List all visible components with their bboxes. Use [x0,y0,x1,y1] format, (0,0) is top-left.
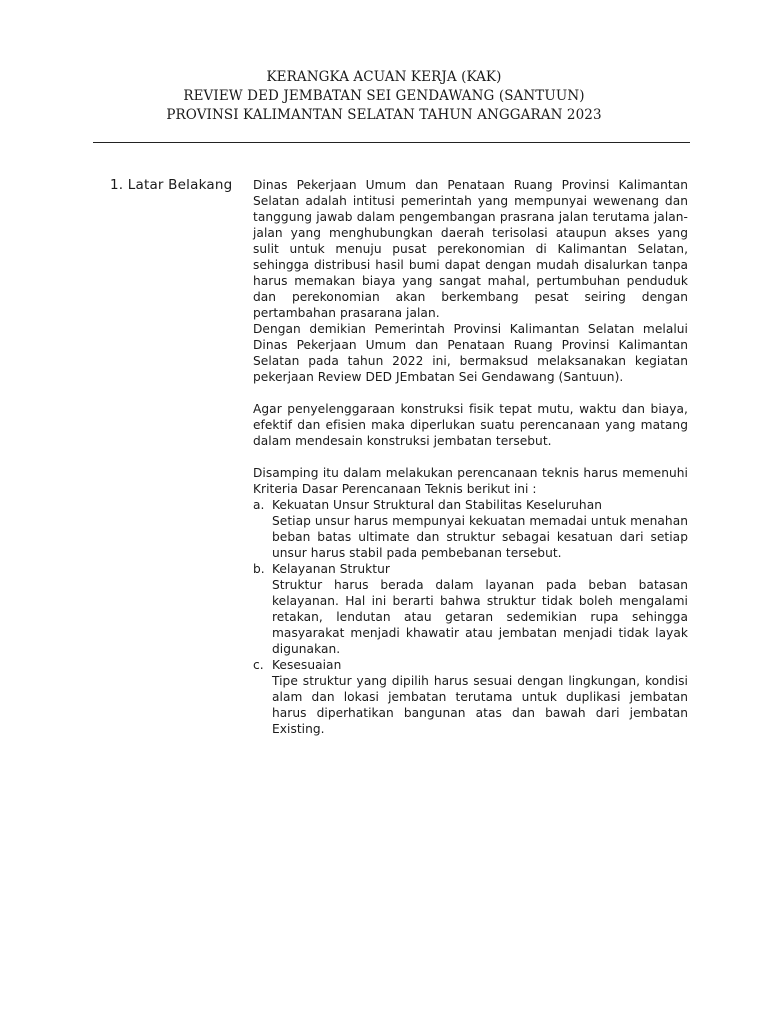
criteria-description: Struktur harus berada dalam layanan pada beban batasan kelayanan. Hal ini berarti bahwa struktur tidak boleh mengalami retakan, lendutan atau getaran sedemikian rupa sehingga masyarakat menjadi khawatir atau jembatan menjadi tidak layak digunakan. [272,578,688,656]
criteria-item [253,561,688,657]
criteria-title: Kelayanan Struktur [272,562,390,576]
list-marker: b. [253,562,265,576]
criteria-item [253,497,688,561]
title-line-2: REVIEW DED JEMBATAN SEI GENDAWANG (SANTUUN) [183,88,585,104]
paragraph-background: Dinas Pekerjaan Umum dan Penataan Ruang Provinsi Kalimantan Selatan adalah intitusi pemerintah yang mempunyai wewenang dan tanggung jawab dalam pengembangan prasrana jalan terutama jalan-jalan yang menghubungkan daerah terisolasi ataupun akses yang sulit untuk menuju pusat perekonomian di Kalimantan Selatan, sehingga distribusi hasil bumi dapat dengan mudah disalurkan tanpa harus memakan biaya yang sangat mahal, pertumbuhan penduduk dan perekonomian akan berkembang pesat seiring dengan pertambahan prasarana jalan. [253,178,688,320]
paragraph-spacer [253,449,688,465]
paragraph-spacer [253,385,688,401]
section-heading: 1. Latar Belakang [110,177,233,193]
list-marker: c. [253,658,264,672]
document-title [0,68,768,125]
title-line-3: PROVINSI KALIMANTAN SELATAN TAHUN ANGGARAN 2023 [166,107,602,123]
criteria-item [253,657,688,737]
criteria-list [253,497,688,737]
criteria-description: Tipe struktur yang dipilih harus sesuai dengan lingkungan, kondisi alam dan lokasi jembatan terutama untuk duplikasi jembatan harus diperhatikan bangunan atas dan bawah dari jembatan Existing. [272,674,688,736]
paragraph-objective: Agar penyelenggaraan konstruksi fisik tepat mutu, waktu dan biaya, efektif dan efisien maka diperlukan suatu perencanaan yang matang dalam mendesain konstruksi jembatan tersebut. [253,402,688,448]
section-body [253,177,688,737]
list-marker: a. [253,498,265,512]
title-line-1: KERANGKA ACUAN KERJA (KAK) [266,69,502,85]
paragraph-criteria-intro: Disamping itu dalam melakukan perencanaan teknis harus memenuhi Kriteria Dasar Perencanaan Teknis berikut ini : [253,466,688,496]
criteria-description: Setiap unsur harus mempunyai kekuatan memadai untuk menahan beban batas ultimate dan struktur sebagai kesatuan dari setiap unsur harus stabil pada pembebanan tersebut. [272,514,688,560]
criteria-title: Kesesuaian [272,658,342,672]
title-divider [93,142,690,143]
paragraph-implementation: Dengan demikian Pemerintah Provinsi Kalimantan Selatan melalui Dinas Pekerjaan Umum dan Penataan Ruang Provinsi Kalimantan Selatan pada tahun 2022 ini, bermaksud melaksanakan kegiatan pekerjaan Review DED JEmbatan Sei Gendawang (Santuun). [253,322,688,384]
criteria-title: Kekuatan Unsur Struktural dan Stabilitas Keseluruhan [272,498,602,512]
